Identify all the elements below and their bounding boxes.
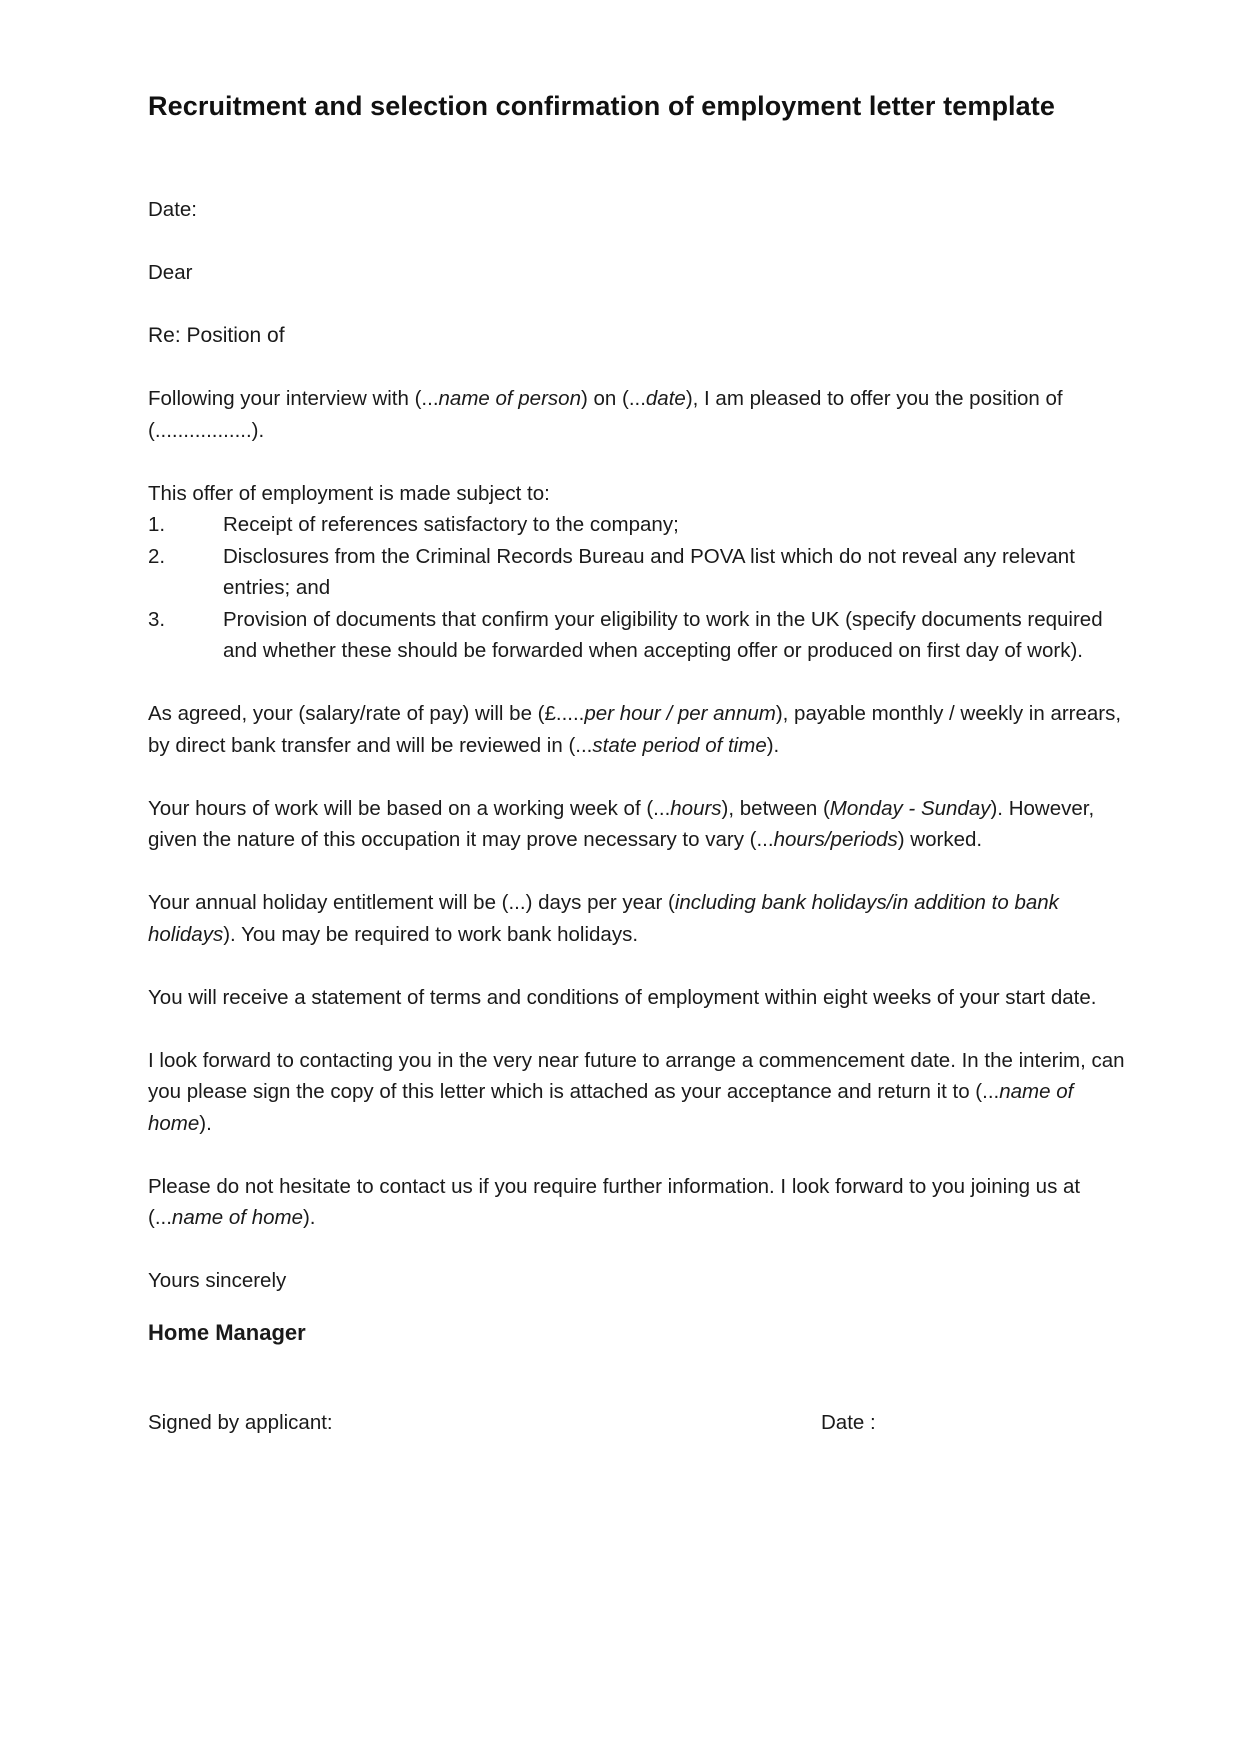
holiday-placeholder: including bank holidays/in addition to bank holidays [148,891,1059,946]
contact-text-1: Please do not hesitate to contact us if you require further information. I look forward to you joining us at (... [148,1174,1081,1229]
contact-paragraph [148,1171,1128,1234]
condition-item [148,541,1128,604]
conditions-section [148,478,1128,667]
pay-text-1: As agreed, your (salary/rate of pay) will be (£..... [148,702,585,725]
hours-placeholder-hours: hours [670,796,722,820]
pay-paragraph [148,698,1128,761]
hours-text-3: ). However, given the nature of this occupation it may prove necessary to vary (... [148,796,1095,851]
acceptance-text-1: I look forward to contacting you in the very near future to arrange a commencement date. In the interim, can you please sign the copy of this letter which is attached as your acceptance and return it to (... [148,1048,1125,1103]
condition-number: 2. [148,544,166,568]
contact-placeholder-home: name of home [171,1206,303,1229]
condition-item [148,509,1128,541]
acceptance-placeholder-home: name of home [148,1080,1074,1135]
acceptance-paragraph [148,1045,1128,1140]
signatory-title: Home Manager [148,1319,306,1345]
pay-placeholder-review: state period of time [592,733,767,757]
conditions-intro: This offer of employment is made subject to: [148,481,550,505]
condition-item [148,604,1128,667]
offer-text-3: ), I am pleased to offer you the position of (.................). [148,387,1063,442]
pay-text-3: ). [766,733,780,757]
condition-text: Receipt of references satisfactory to the company; [223,513,679,536]
offer-text-2: ) on (... [580,387,646,410]
signature-row [148,1407,1128,1439]
contact-text-2: ). [302,1206,316,1229]
hours-placeholder-periods: hours/periods [773,828,898,851]
holiday-paragraph [148,887,1128,950]
hours-text-1: Your hours of work will be based on a working week of (... [148,796,671,820]
hours-text-4: ) worked. [897,828,983,851]
offer-placeholder-date: date [645,387,686,410]
condition-number: 1. [148,513,166,536]
offer-placeholder-person: name of person [438,387,581,410]
offer-text-1: Following your interview with (... [148,387,439,410]
salutation: Dear [148,261,193,284]
pay-text-2: ), payable monthly / weekly in arrears, by direct bank transfer and will be reviewed in (... [148,702,1122,757]
condition-text: Disclosures from the Criminal Records Bureau and POVA list which do not reveal any relevant entries; and [223,544,1075,599]
condition-text: Provision of documents that confirm your eligibility to work in the UK (specify documents required and whether these should be forwarded when accepting offer or produced on first day of work). [223,607,1103,662]
hours-paragraph [148,793,1128,856]
statement-paragraph: You will receive a statement of terms and conditions of employment within eight weeks of your start date. [148,985,1097,1009]
pay-placeholder-period: per hour / per annum [584,702,776,725]
date-label: Date: [148,198,197,221]
signed-by-label: Signed by applicant: [148,1410,333,1434]
acceptance-text-2: ). [199,1111,212,1135]
document-title: Recruitment and selection confirmation of employment letter template [148,91,1055,121]
signature-date-label: Date : [821,1410,876,1434]
letter-body [148,88,1128,1439]
offer-paragraph [148,383,1128,446]
hours-text-2: ), between ( [721,796,830,820]
holiday-text-1: Your annual holiday entitlement will be (...) days per year ( [148,891,675,914]
condition-number: 3. [148,607,166,631]
holiday-text-2: ). You may be required to work bank holidays. [223,922,639,946]
subject-line: Re: Position of [148,324,285,347]
hours-placeholder-days: Monday - Sunday [829,796,991,820]
closing: Yours sincerely [148,1269,287,1292]
